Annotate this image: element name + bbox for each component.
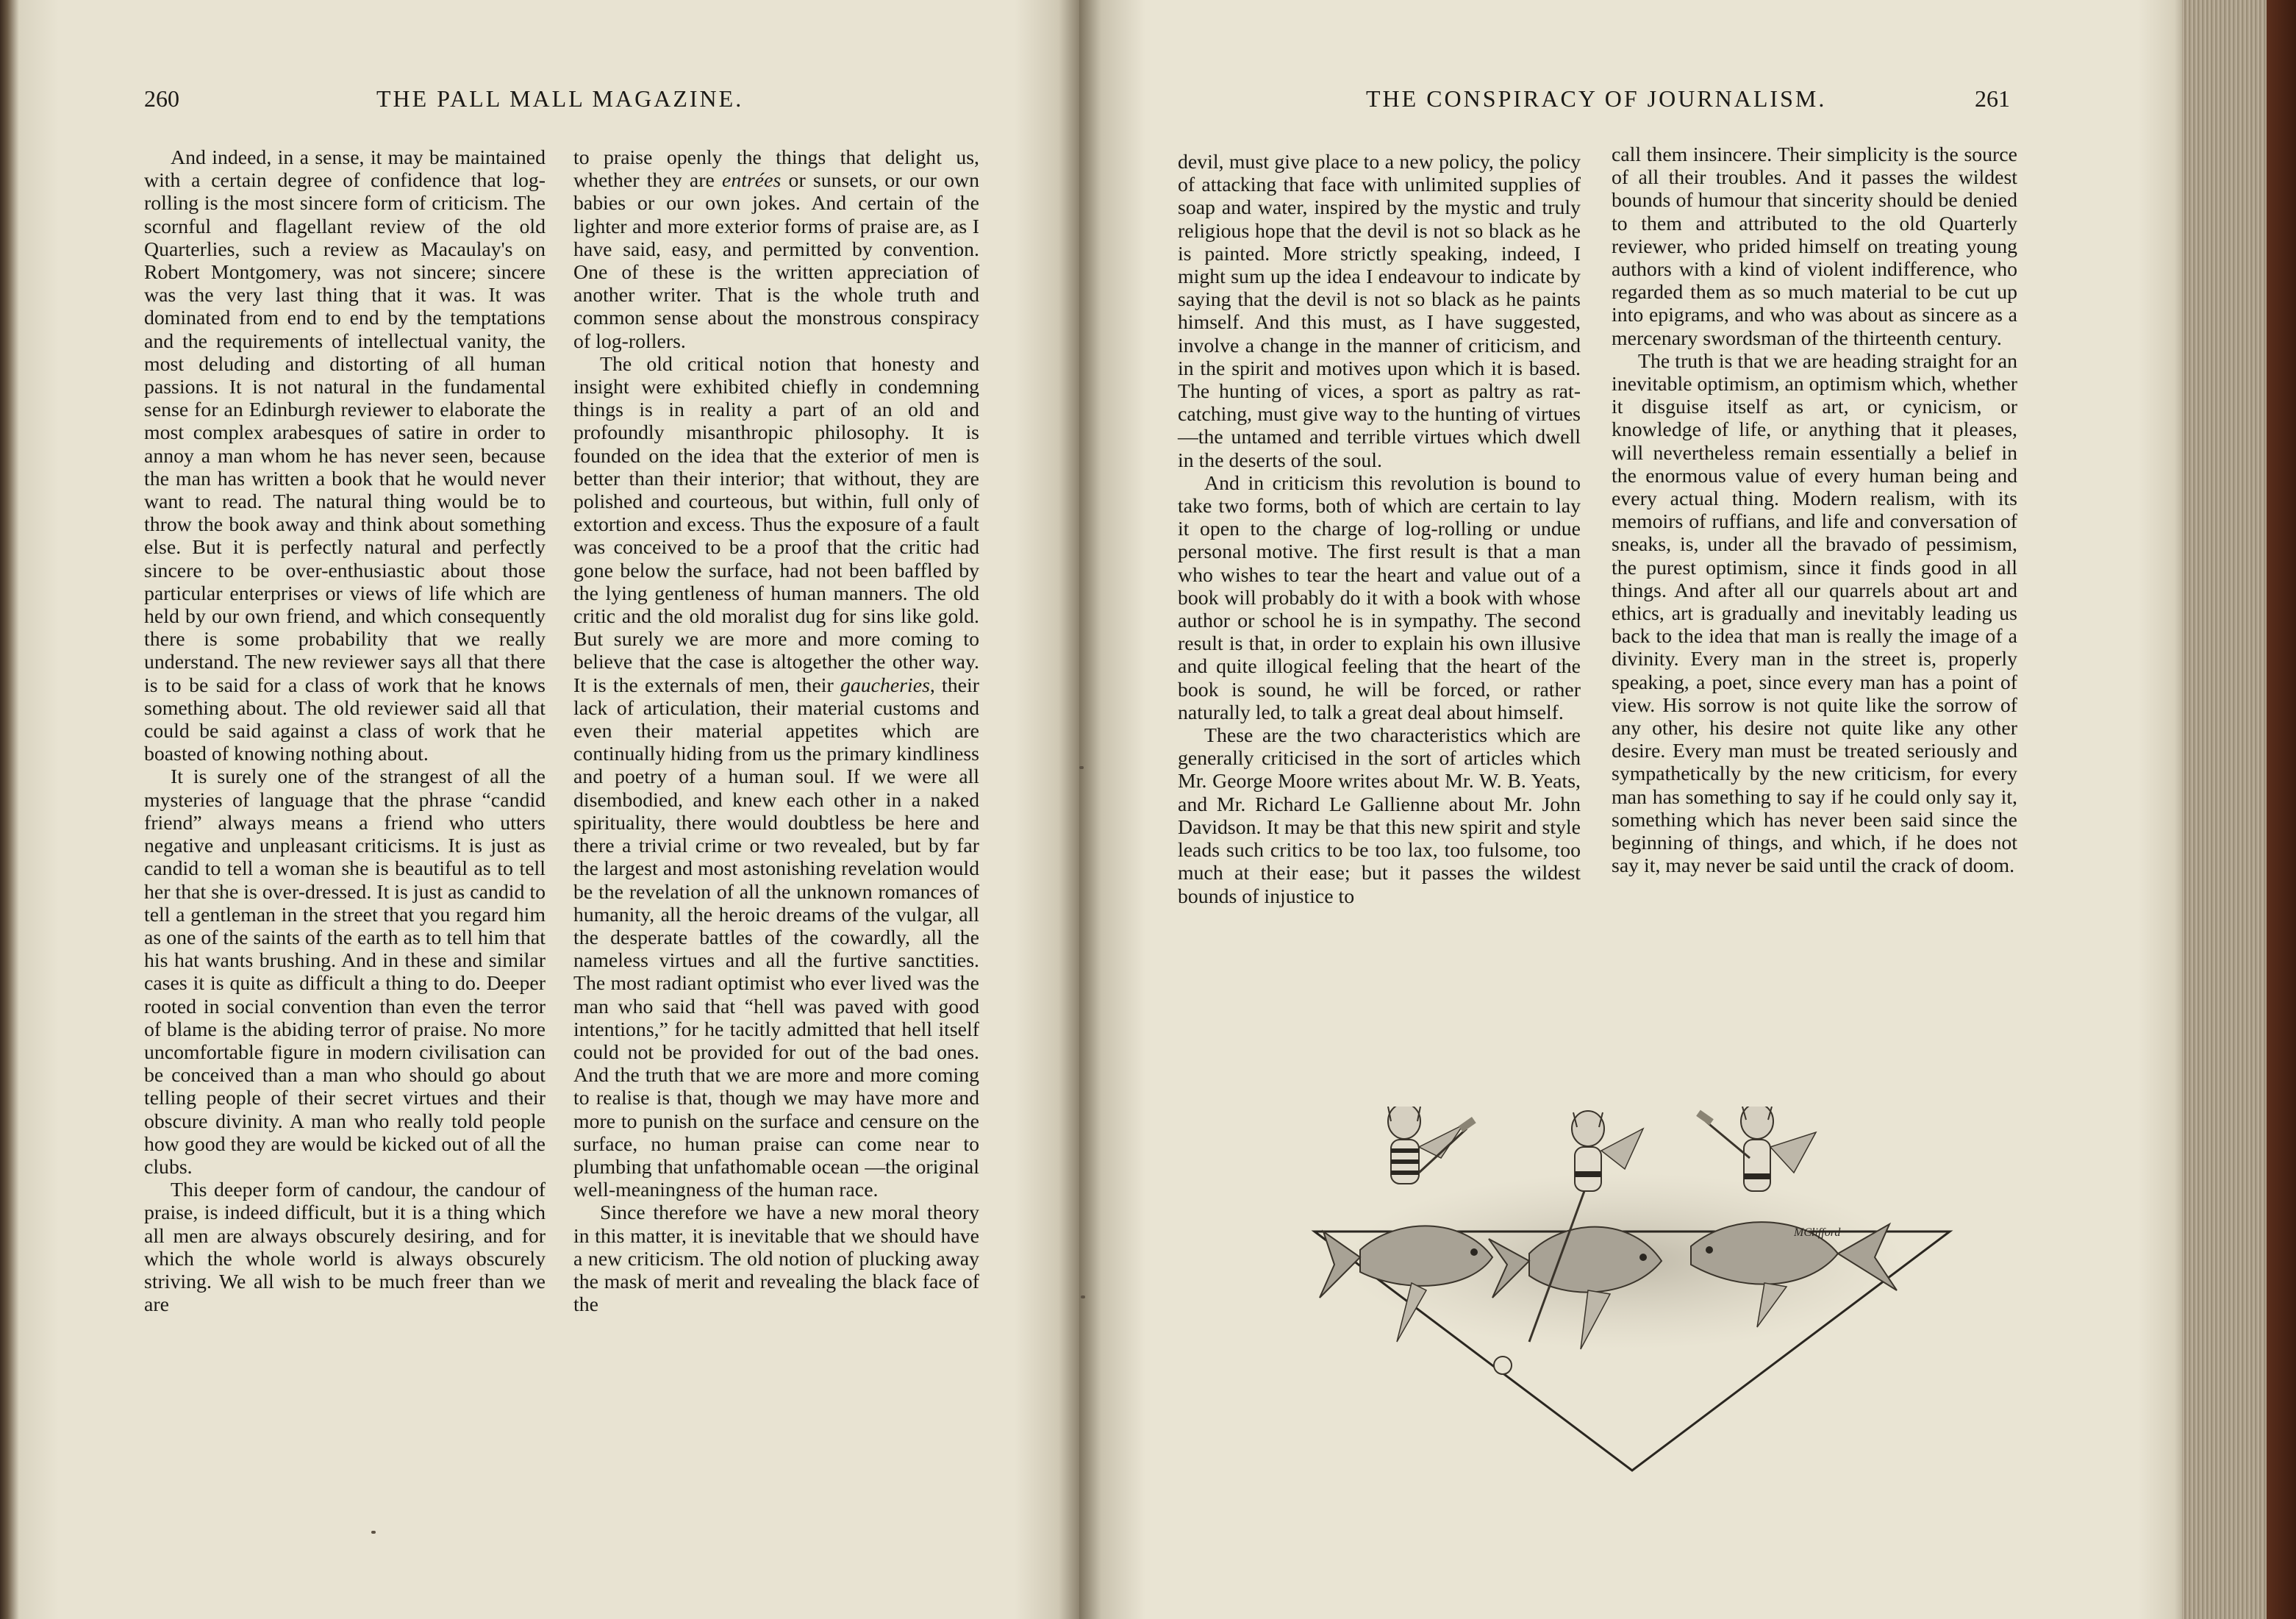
fairy-polo-illustration bbox=[1309, 1107, 1956, 1474]
ink-speck bbox=[1081, 1295, 1085, 1298]
right-column-1 bbox=[1178, 151, 1581, 908]
paragraph: These are the two characteristics which are generally criticised in the sort of articles which Mr. George Moore writes about Mr. W. B. Yeats, and Mr. Richard Le Gallienne about Mr. John Davidson. It may be that this new spirit and style leads such critics to be too lax, too fulsome, too much at their ease; but it passes the wildest bounds of injustice to bbox=[1178, 724, 1581, 908]
illustration-signature: MClifford bbox=[1794, 1226, 1841, 1239]
paragraph: This deeper form of candour, the candour of praise, is indeed difficult, but it is a thing which all men are always obscurely desiring, and for which the whole world is always obscurely striving. We all wish to be much freer than we are bbox=[144, 1179, 546, 1317]
paragraph: The old critical notion that honesty and insight were exhibited chiefly in condemning things is in reality a part of an old and profoundly misanthropic philosophy. It is founded on the idea that the exterior of men is better than their interior; that without, they are polished and courteous, but within, full only of extortion and excess. Thus the exposure of a fault was conceived to be a proof that the critic had gone below the surface, had not been baffled by the lying gentleness of human manners. The old critic and the old moralist dug for sins like gold. But surely we are more and more coming to believe that the case is altogether the other way. It is the externals of men, their gaucheries, their lack of articulation, their material customs and even their material appetites which are continually hiding from us the primary kindliness and poetry of a human soul. If we were all disembodied, and knew each other in a naked spirituality, there would doubtless be here and there a trivial crime or two revealed, but by far the largest and most astonishing revelation would be the revelation of all the unknown romances of humanity, all the heroic dreams of the vulgar, all the desperate battles of the cowardly, all the nameless virtues and all the furtive sanctities. The most radiant optimist who ever lived was the man who said that “hell was paved with good intentions,” for he tacitly admitted that hell itself could not be provided for out of the bad ones. And the truth that we are more and more coming to realise is that, though we may have more and more to punish on the surface and censure on the surface, no human praise can come near to plumbing that unfathomable ocean —the original well-meaningness of the human race. bbox=[573, 352, 979, 1202]
left-column-1 bbox=[144, 146, 546, 1316]
running-head-right: THE CONSPIRACY OF JOURNALISM. bbox=[1366, 85, 1827, 112]
paragraph: Since therefore we have a new moral theory in this matter, it is inevitable that we should have a new criticism. The old notion of plucking away the mask of merit and revealing the black face of the bbox=[573, 1201, 979, 1317]
page-edges bbox=[2182, 0, 2296, 1619]
paragraph: devil, must give place to a new policy, the policy of attacking that face with unlimited supplies of soap and water, inspired by the mystic and truly religious hope that the devil is not so black as he is painted. More strictly speaking, indeed, I might sum up the idea I endeavour to indicate by saying that the devil is not so black as he paints himself. And this must, as I have suggested, involve a change in the manner of criticism, and in the spirit and motives upon which it is based. The hunting of vices, a sport as paltry as rat-catching, must give way to the hunting of virtues—the untamed and terrible virtues which dwell in the deserts of the soul. bbox=[1178, 151, 1581, 472]
folio-left: 260 bbox=[144, 85, 179, 112]
ink-speck bbox=[1079, 766, 1084, 769]
paragraph: to praise openly the things that delight us, whether they are entrées or sunsets, or our own babies or our own jokes. And certain of the lighter and more exterior forms of praise are, as I have said, easy, and permitted by convention. One of these is the written appreciation of another writer. That is the whole truth and common sense about the monstrous conspiracy of log-rollers. bbox=[573, 146, 979, 353]
paragraph: It is surely one of the strangest of all the mysteries of language that the phrase “candid friend” always means a friend who utters negative and unpleasant criticisms. It is just as candid to tell a woman she is beautiful as to tell her that she is over-dressed. It is just as candid to tell a gentleman in the street that you regard him as one of the saints of the earth as to tell him that his hat wants brushing. And in these and similar cases it is quite as difficult a thing to do. Deeper rooted in social convention than even the terror of blame is the abiding terror of praise. No more uncomfortable figure in modern civilisation can be conceived than a man who should go about telling people of their secret virtues and their obscure divinity. A man who really told people how good they are would be kicked out of all the clubs. bbox=[144, 765, 546, 1179]
paragraph: call them insincere. Their simplicity is the source of all their troubles. And it passes the wildest bounds of humour that sincerity should be denied to them and attributed to the old Quarterly reviewer, who prided himself on treating young authors with a kind of violent indifference, who regarded them as so much material to be cut up into epigrams, and who was about as sincere as a mercenary swordsman of the thirteenth century. bbox=[1612, 143, 2017, 350]
left-column-2 bbox=[573, 146, 979, 1316]
book-binding bbox=[2267, 0, 2296, 1619]
folio-right: 261 bbox=[1975, 85, 2010, 112]
right-column-2 bbox=[1612, 143, 2017, 878]
paragraph: And indeed, in a sense, it may be maintained with a certain degree of confidence that log-rolling is the most sincere form of criticism. The scornful and flagellant review of the old Quarterlies, such a review as Macaulay's on Robert Montgomery, was not sincere; sincere was the very last thing that it was. It was dominated from end to end by the temptations and the requirements of intellectual vanity, the most deluding and distorting of all human passions. It is not natural in the fundamental sense for an Edinburgh reviewer to elaborate the most complex arabesques of satire in order to annoy a man whom he has never seen, because the man has written a book that he would never want to read. The natural thing would be to throw the book away and think about something else. But it is perfectly natural and perfectly sincere to be over-enthusiastic about those particular enterprises or views of life which are held by our own friend, and which consequently there is some probability that we really understand. The new reviewer says all that there is to be said for a class of work that he knows something about. The old reviewer said all that could be said against a class of work that he boasted of knowing nothing about. bbox=[144, 146, 546, 766]
left-page bbox=[0, 0, 1079, 1619]
running-head-left: THE PALL MALL MAGAZINE. bbox=[376, 85, 744, 112]
paragraph: The truth is that we are heading straight for an inevitable optimism, an optimism which, whether it disguise itself as art, or cynicism, or knowledge of life, or anything that it pleases, will nevertheless remain essentially a belief in the enormous value of every human being and every actual thing. Modern realism, with its memoirs of ruffians, and life and conversation of sneaks, is, under all the bravado of pessimism, the purest optimism, since it finds good in all things. And after all our quarrels about art and ethics, art is gradually and inevitably leading us back to the idea that man is really the image of a divinity. Every man in the street is, properly speaking, a poet, since every man has a point of view. His sorrow is not quite like the sorrow of any other, his desire not quite like any other desire. Every man must be treated seriously and sympathetically by the new criticism, for every man has something to say if he could only say it, something which has never been said since the beginning of things, and which, if he does not say it, may never be said until the crack of doom. bbox=[1612, 349, 2017, 878]
ink-speck bbox=[371, 1531, 376, 1534]
paragraph: And in criticism this revolution is bound to take two forms, both of which are certain to lay it open to the charge of log-rolling or undue personal motive. The first result is that a man who wishes to tear the heart and value out of a book will probably do it with a book with whose author or school he is in sympathy. The second result is that, in order to explain his own illusive and quite illogical feeling that the heart of the book is sound, he will be forced, or rather naturally led, to talk a great deal about himself. bbox=[1178, 471, 1581, 724]
polo-ball bbox=[1494, 1357, 1512, 1374]
fairy-rider bbox=[1388, 1107, 1476, 1184]
